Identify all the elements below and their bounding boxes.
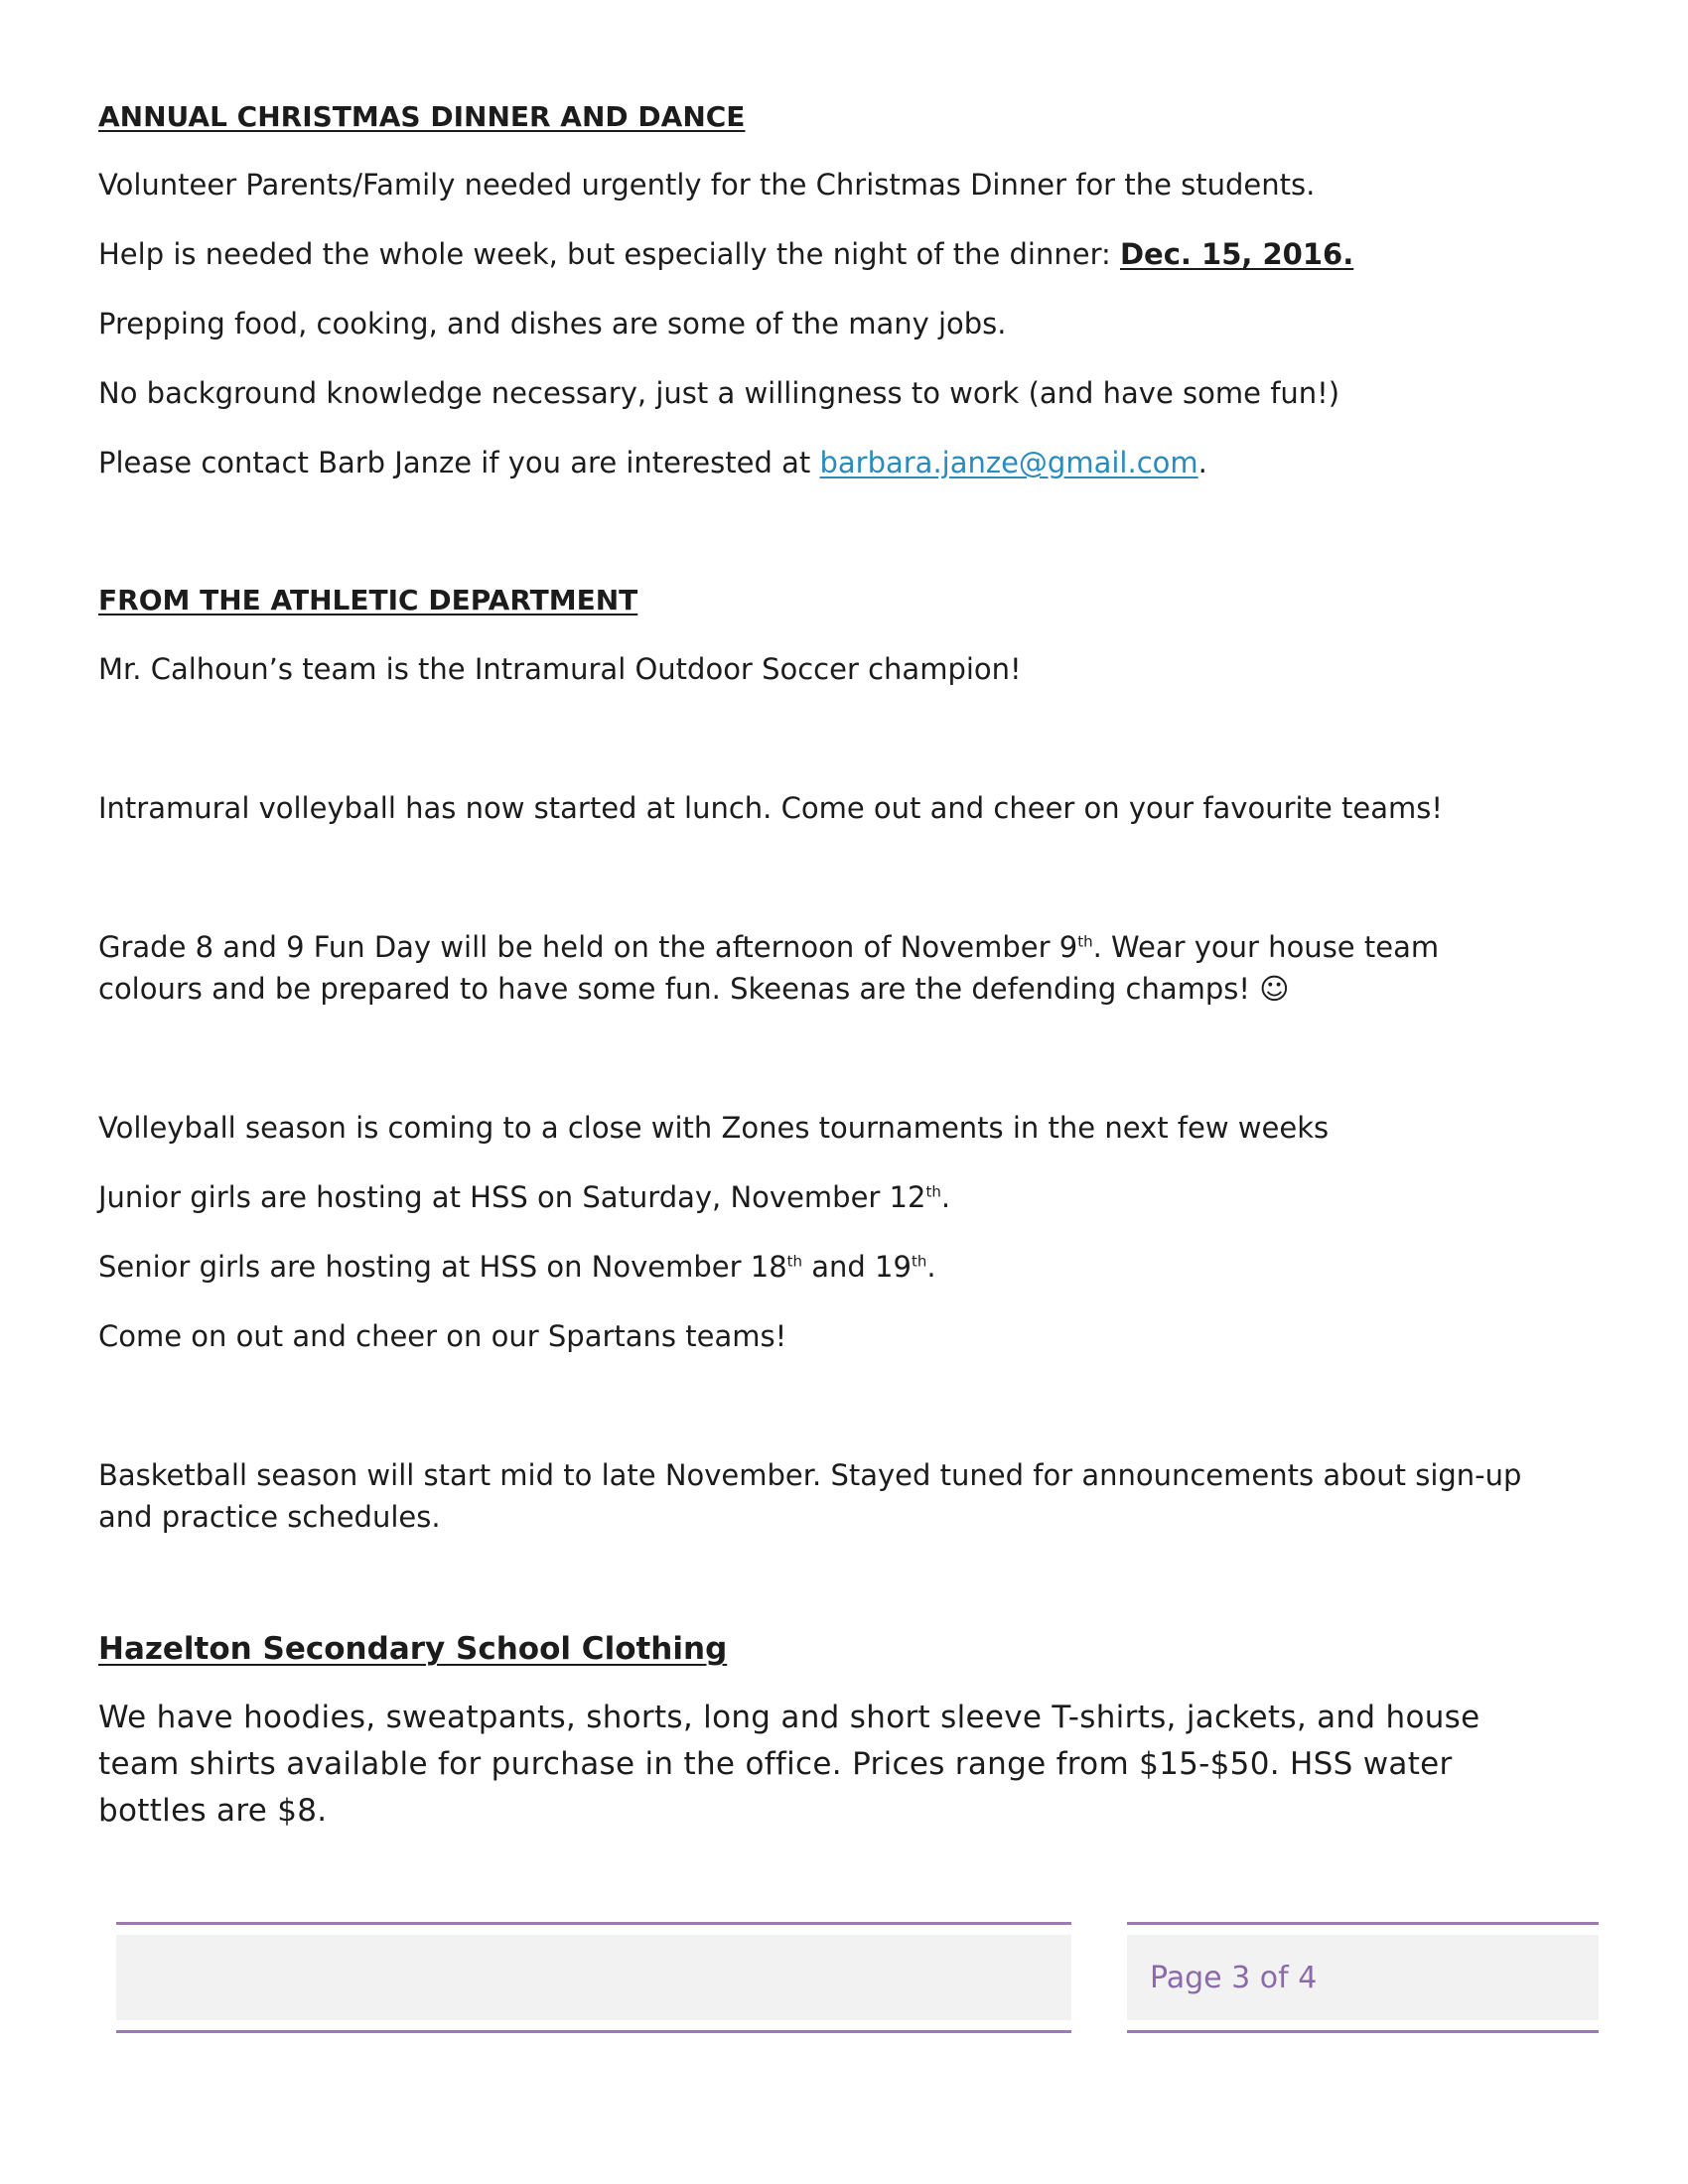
christmas-volunteer-line: Volunteer Parents/Family needed urgently for the Christmas Dinner for the students. <box>98 168 1316 202</box>
clothing-section <box>98 1625 1588 1835</box>
clothing-line-3: bottles are $8. <box>98 1793 328 1829</box>
athletic-heading: FROM THE ATHLETIC DEPARTMENT <box>98 584 638 616</box>
senior-girls-sup-2: th <box>911 1252 927 1271</box>
senior-girls-sup-1: th <box>786 1252 803 1271</box>
intramural-volleyball-line: Intramural volleyball has now started at lunch. Come out and cheer on your favourite teams! <box>98 791 1443 825</box>
senior-girls-text: Senior girls are hosting at HSS on November 18 <box>98 1250 787 1284</box>
spartans-cheer-line: Come on out and cheer on our Spartans teams! <box>98 1319 787 1353</box>
funday-line-2: colours and be prepared to have some fun. Skeenas are the defending champs! ☺ <box>98 972 1290 1006</box>
page-content <box>98 95 1588 1835</box>
basketball-line-2: and practice schedules. <box>98 1500 441 1534</box>
footer-left-fill <box>116 1935 1071 2020</box>
contact-email-link[interactable]: barbara.janze@gmail.com <box>819 446 1198 479</box>
christmas-contact-text: Please contact Barb Janze if you are interested at <box>98 446 820 479</box>
junior-girls-period: . <box>940 1180 951 1214</box>
soccer-champion-line: Mr. Calhoun’s team is the Intramural Outdoor Soccer champion! <box>98 652 1022 686</box>
christmas-contact-period: . <box>1197 446 1207 479</box>
athletic-section <box>98 579 1588 1538</box>
senior-girls-period: . <box>926 1250 936 1284</box>
basketball-line: Basketball season will start mid to late November. Stayed tuned for announcements about sign-up <box>98 1458 1522 1492</box>
footer-right-box <box>1127 1922 1599 2033</box>
christmas-dinner-date: Dec. 15, 2016. <box>1119 237 1354 271</box>
christmas-contact-line <box>98 442 1588 483</box>
christmas-help-line <box>98 233 1588 275</box>
funday-line <box>98 926 1588 968</box>
funday-text-end: . Wear your house team <box>1092 930 1440 964</box>
christmas-knowledge-line: No background knowledge necessary, just a willingness to work (and have some fun!) <box>98 376 1340 410</box>
clothing-line-1: We have hoodies, sweatpants, shorts, long and short sleeve T-shirts, jackets, and house <box>98 1700 1480 1735</box>
funday-sup: th <box>1077 932 1093 951</box>
footer-left-box <box>116 1922 1071 2033</box>
senior-girls-line <box>98 1246 1588 1288</box>
christmas-section <box>98 95 1588 483</box>
volleyball-season-line: Volleyball season is coming to a close with Zones tournaments in the next few weeks <box>98 1111 1330 1145</box>
christmas-heading: ANNUAL CHRISTMAS DINNER AND DANCE <box>98 100 746 133</box>
senior-girls-mid: and 19 <box>802 1250 912 1284</box>
funday-text: Grade 8 and 9 Fun Day will be held on the afternoon of November 9 <box>98 930 1078 964</box>
christmas-help-text: Help is needed the whole week, but especially the night of the dinner: <box>98 237 1120 271</box>
junior-girls-text: Junior girls are hosting at HSS on Saturday, November 12 <box>98 1180 926 1214</box>
clothing-heading: Hazelton Secondary School Clothing <box>98 1631 728 1667</box>
junior-girls-line <box>98 1176 1588 1218</box>
junior-girls-sup: th <box>925 1182 941 1201</box>
christmas-jobs-line: Prepping food, cooking, and dishes are some of the many jobs. <box>98 307 1007 341</box>
page-number: Page 3 of 4 <box>1150 1960 1318 1995</box>
clothing-line-2: team shirts available for purchase in the office. Prices range from $15-$50. HSS water <box>98 1746 1453 1782</box>
